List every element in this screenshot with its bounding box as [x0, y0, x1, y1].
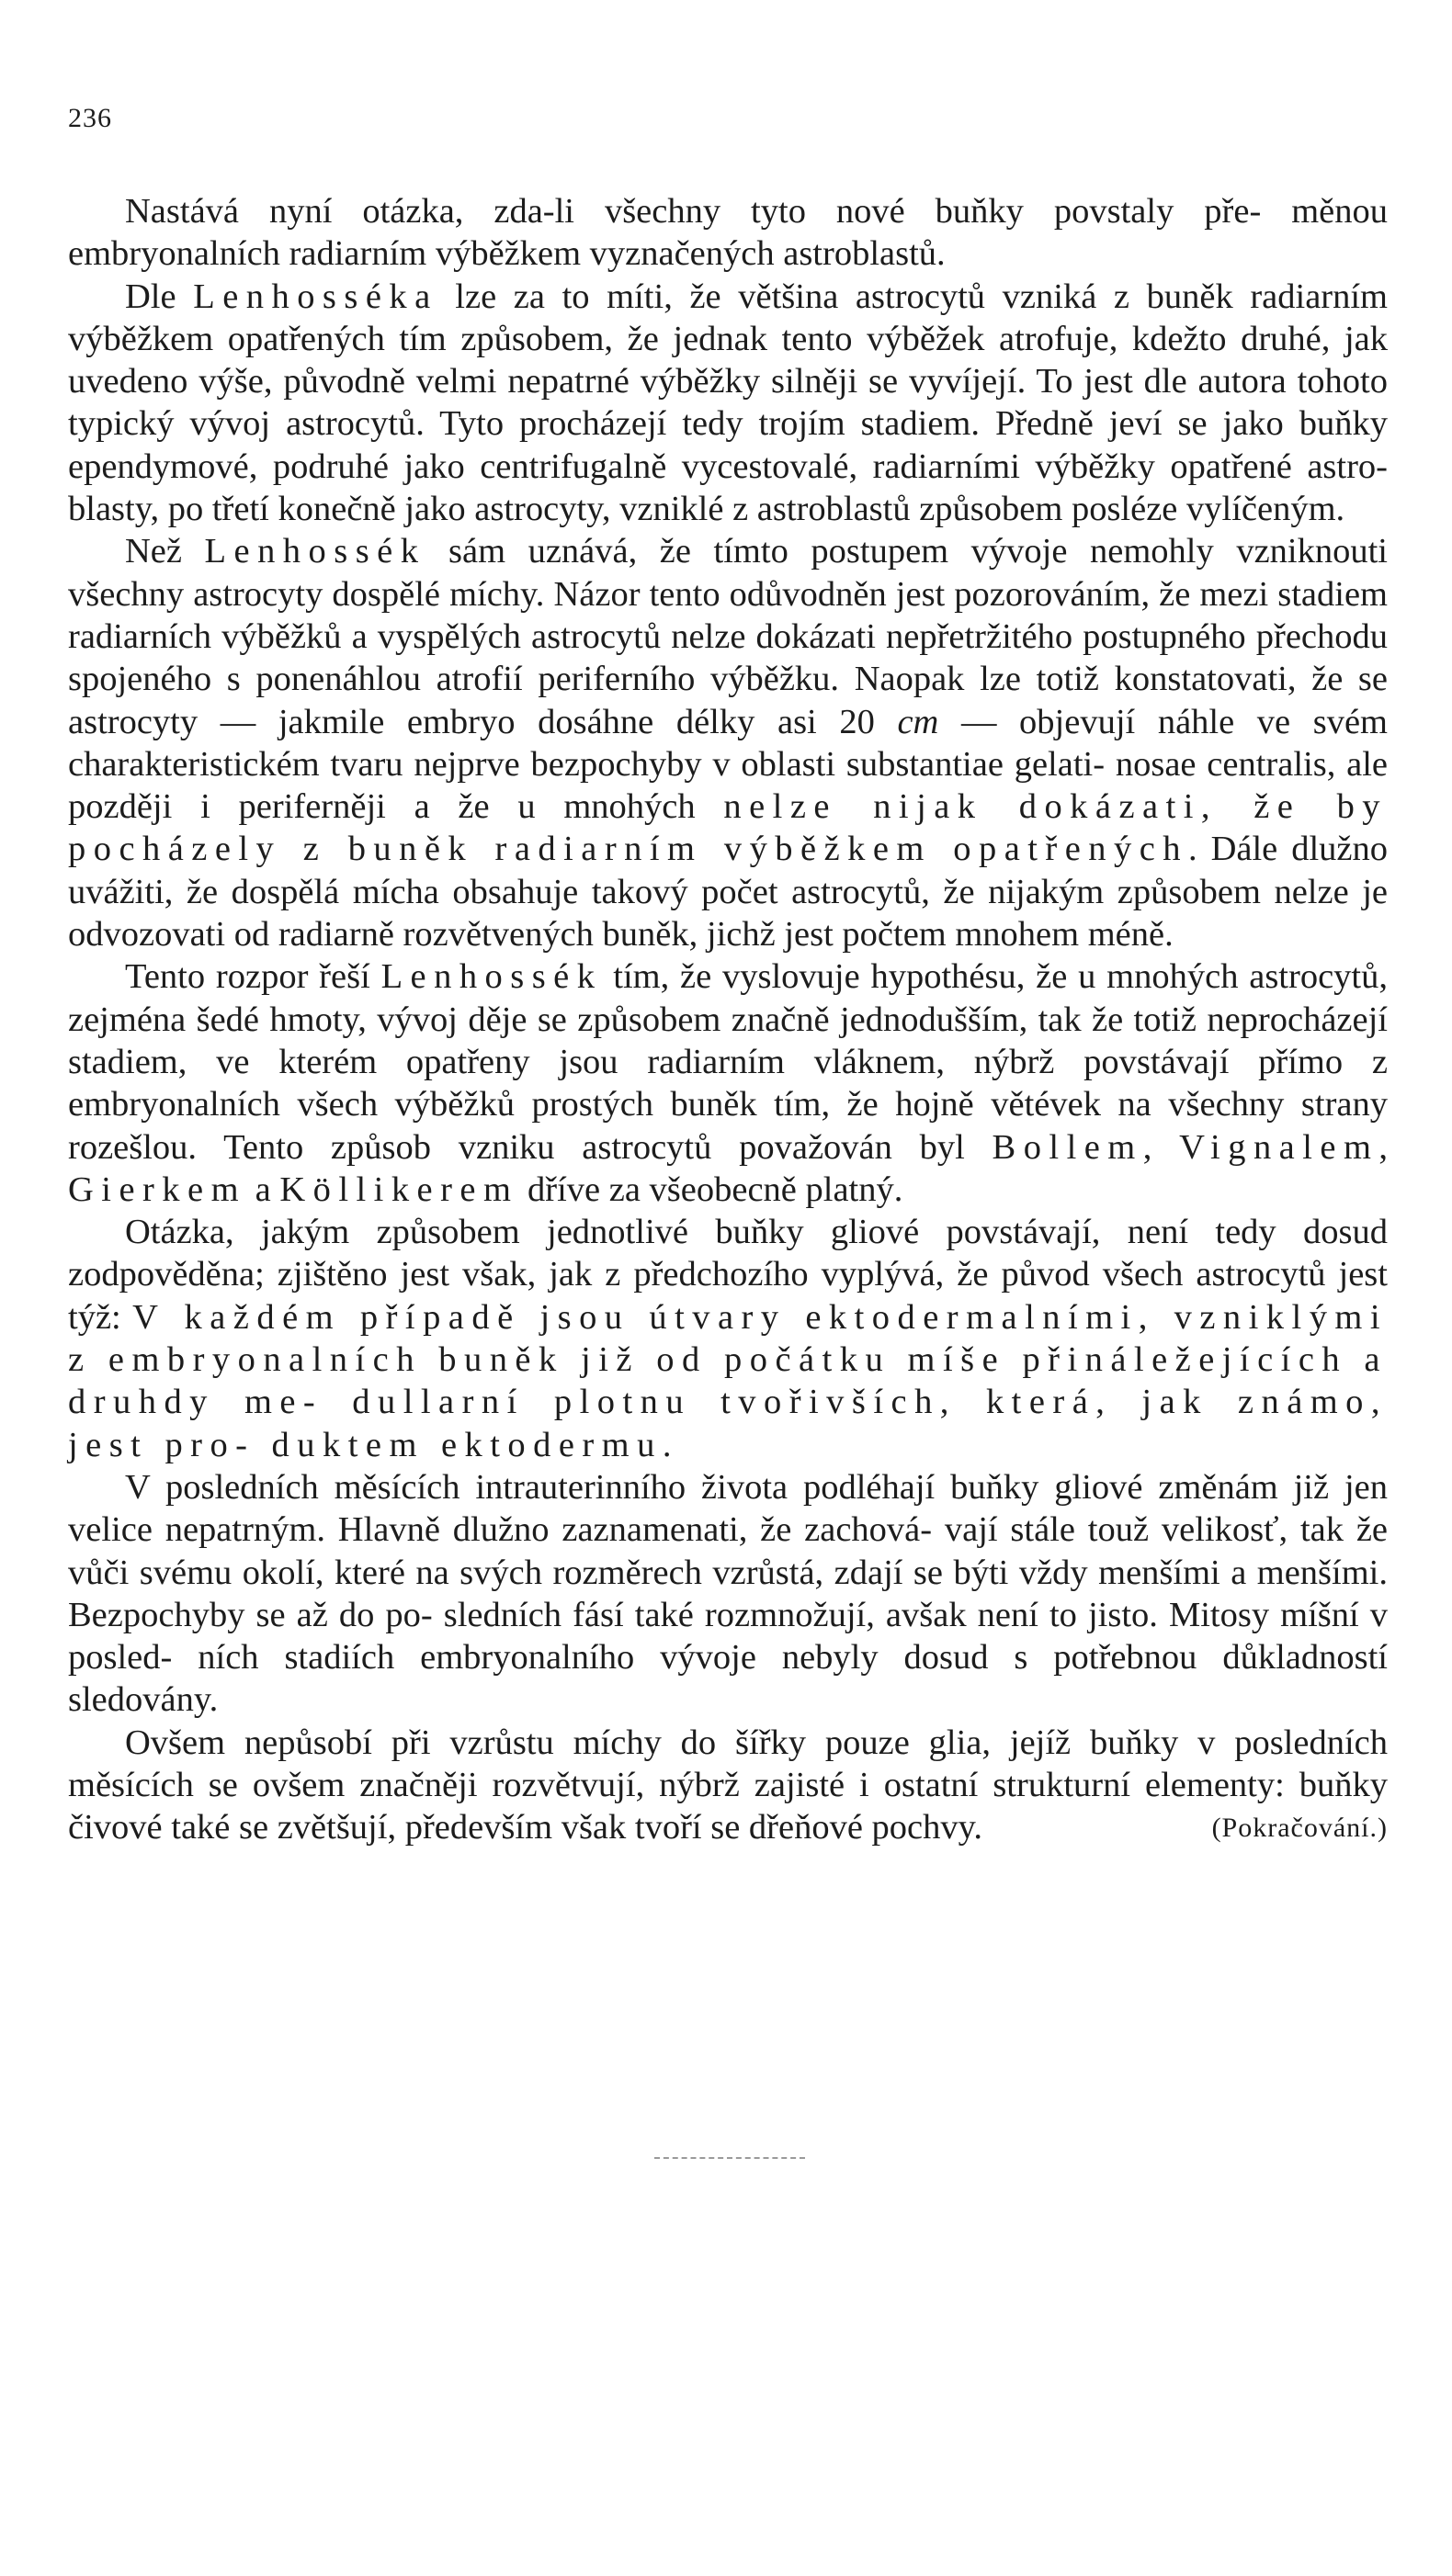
- paragraph: [68, 1211, 1388, 1466]
- page-number: 236: [68, 103, 112, 133]
- text-run: sám uznává, že tímto postupem vývoje nemohly vzniknouti všechny astrocyty dospělé míchy. Názor tento odůvodněn jest pozorováním, že mezi stadiem radiarních výběžků a vyspělých astrocytů nelze dokázati nepřetržitého postupného přechodu spojeného s ponenáhlou atrofií periferního výběžku. Naopak lze totiž konstatovati, že se astrocyty — jakmile embryo dosáhne délky asi 20: [68, 532, 1388, 741]
- italic-unit: cm: [897, 702, 939, 741]
- text-run: .: [662, 1425, 672, 1464]
- text-run: . Dále dlužno uvážiti, že dospělá mícha obsahuje takový počet astrocytů, že nijakým způsobem nelze je odvozovati od radiarně rozvětvených buněk, jichž jest počtem mnohem méně.: [68, 830, 1388, 955]
- text-run: lze za to míti, že většina astrocytů vzniká z buněk radiarním výběžkem opatřených tím způsobem, že jednak tento výběžek atrofuje, kdežto druhé, jak uvedeno výše, původně velmi nepatrné výběžky silněji se vyvíjejí. To jest dle autora tohoto typický vývoj astrocytů. Tyto procházejí tedy trojím stadiem. Předně jeví se jako buňky ependymové, podruhé jako centrifugalně vycestovalé, radiarními výběžky opatřené astro- blasty, po třetí konečně jako astrocyty, vzniklé z astroblastů způsobem posléze vylíčeným.: [68, 277, 1388, 529]
- spaced-emphasis: nelze nijak dokázati, že by pocházely z buněk radiarním výběžkem opatřených: [68, 787, 1389, 869]
- spaced-emphasis: Bollem: [992, 1127, 1143, 1167]
- spaced-emphasis: Gierkem: [68, 1169, 246, 1209]
- text-run: Tento rozpor řeší: [125, 957, 381, 997]
- paragraph: [68, 276, 1388, 531]
- text-run: Otázka, jakým způsobem jednotlivé buňky gliové povstávají, není tedy dosud zodpověděna; zjištěno jest však, jak z předchozího vyplývá, že původ všech astrocytů jest týž:: [68, 1213, 1388, 1337]
- end-rule: [654, 2157, 805, 2159]
- paragraph: [68, 530, 1388, 955]
- spaced-emphasis: V každém případě jsou útvary ektodermalními, vzniklými z embryonalních buněk již od počátku míše přináležejících a druhdy me- dullarní plotnu tvořivších, která, jak známo, jest pro- duktem ektodermu: [68, 1297, 1388, 1464]
- paragraph: [68, 1722, 1388, 1849]
- text-run: Nastává nyní otázka, zda-li všechny tyto nové buňky povstaly pře- měnou embryonalních radiarním výběžkem vyznačených astroblastů.: [68, 192, 1388, 274]
- text-run: a: [245, 1169, 280, 1209]
- text-run: ,: [1378, 1127, 1388, 1167]
- text-run: V posledních měsících intrauterinního života podléhají buňky gliové změnám již jen velice nepatrným. Hlavně dlužno zaznamenati, že zachová- vají stále touž velikosť, tak že vůči svému okolí, které na svých rozměrech vzrůstá, zdají se býti vždy menšími a menšími. Bezpochyby se až do po- sledních fásí také rozmnožují, avšak není to jisto. Mitosy míšní v posled- ních stadiích embryonalního vývoje nebyly dosud s potřebnou důkladností sledovány.: [68, 1467, 1388, 1720]
- text-run: dříve za všeobecně platný.: [518, 1169, 903, 1209]
- text-run: — objevují náhle ve svém charakteristickém tvaru nejprve bezpochyby v oblasti substantiae gelati- nosae centralis, ale později i periferněji a že u mnohých: [68, 702, 1389, 827]
- text-run: Dle: [125, 277, 194, 316]
- spaced-emphasis: Lenhossék: [380, 957, 603, 997]
- continuation-note: (Pokračování.): [1211, 1812, 1388, 1843]
- text-run: Než: [125, 532, 205, 571]
- spaced-emphasis: Lenhossék: [204, 532, 426, 571]
- paragraph: [68, 190, 1388, 276]
- text-run: Ovšem nepůsobí při vzrůstu míchy do šířky pouze glia, jejíž buňky v posledních měsících se ovšem značněji rozvětvují, nýbrž zajisté i ostatní strukturní elementy: buňky čivové také se zvětšují, především však tvoří se dřeňové pochvy.: [68, 1723, 1388, 1847]
- paragraph: [68, 1466, 1388, 1722]
- text-run: ,: [1142, 1127, 1180, 1167]
- text-run: tím, že vyslovuje hypothésu, že u mnohých astrocytů, zejména šedé hmoty, vývoj děje se způsobem značně jednodušším, tak že totiž neprocházejí stadiem, ve kterém opatřeny jsou radiarním vláknem, nýbrž povstávají přímo z embryonalních všech výběžků prostých buněk tím, že hojně větévek na všechny strany rozešlou. Tento způsob vzniku astrocytů považován byl: [68, 957, 1388, 1167]
- spaced-emphasis: Vignalem: [1179, 1127, 1379, 1167]
- body-text: [68, 190, 1388, 1849]
- spaced-emphasis: Lenhosséka: [193, 277, 438, 316]
- spaced-emphasis: Köllikerem: [279, 1169, 519, 1209]
- paragraph: [68, 955, 1388, 1211]
